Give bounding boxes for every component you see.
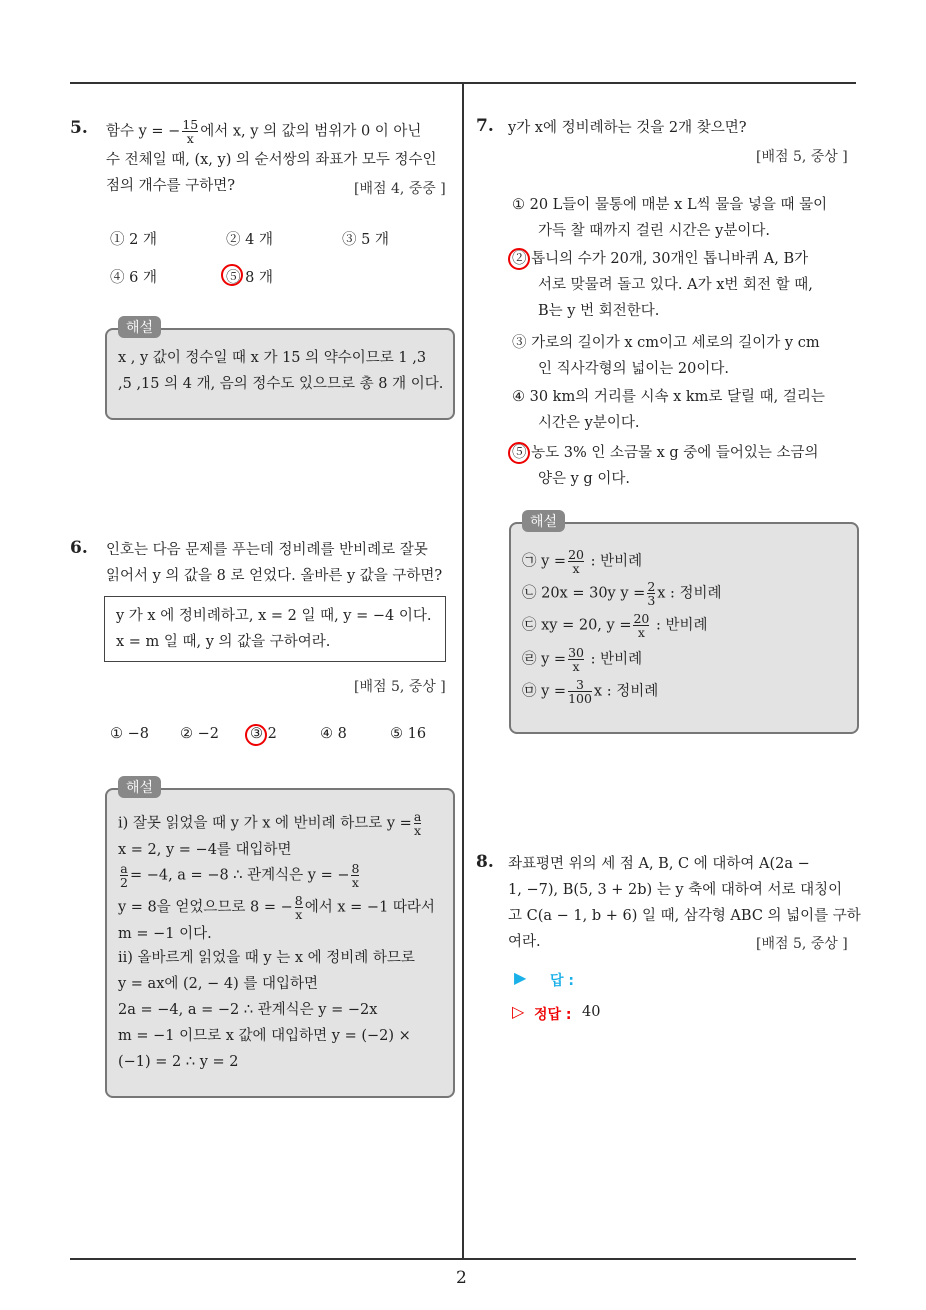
- q6-sol-line7: y = ax에 (2, − 4) 를 대입하면: [118, 976, 318, 992]
- q6-number: 6.: [70, 538, 88, 558]
- q6-sol-line4: y = 8을 얻었으므로 8 = − $\frac{8}{x}$ 에서 x = −1 따라서: [118, 893, 435, 922]
- q7-answer-mark-5: [508, 442, 530, 464]
- q5-line3: 점의 개수를 구하면?: [106, 178, 236, 194]
- q8-line1: 좌표평면 위의 세 점 A, B, C 에 대하여 A(2a −: [508, 856, 810, 872]
- q5-solution-line2: ,5 ,15 의 4 개, 음의 정수도 있으므로 총 8 개 이다.: [118, 376, 444, 392]
- q6-sol-line8: 2a = −4, a = −2 ∴ 관계식은 y = −2x: [118, 1002, 378, 1018]
- q6-line1: 인호는 다음 문제를 푸는데 정비례를 반비례로 잘못: [106, 542, 428, 558]
- answer-arrow-icon: ▶: [514, 968, 527, 987]
- q6-option-4[interactable]: ④ 8: [320, 726, 347, 742]
- q7-option-4[interactable]: ④ 30 km의 거리를 시속 x km로 달릴 때, 걸리는 시간은 y분이다.: [512, 389, 825, 431]
- q6-sol-line9: m = −1 이므로 x 값에 대입하면 y = (−2) ×: [118, 1028, 411, 1044]
- q5-solution-tag: 해설: [118, 316, 161, 338]
- q8-score: [배점 5, 중상 ]: [756, 936, 848, 952]
- q8-number: 8.: [476, 852, 494, 872]
- q6-solution-tag: 해설: [118, 776, 161, 798]
- q5-option-2[interactable]: ② 4 개: [226, 232, 273, 248]
- answer-label: 답 :: [550, 973, 574, 989]
- q5-fraction: $\frac{15}{x}$: [182, 117, 199, 146]
- q7-line1: y가 x에 정비례하는 것을 2개 찾으면?: [508, 120, 747, 136]
- q7-sol-line3: ㉢ xy = 20, y = $\frac{20}{x}$ : 반비례: [522, 611, 708, 640]
- q8-line3: 고 C(a − 1, b + 6) 일 때, 삼각형 ABC 의 넓이를 구하: [508, 908, 861, 924]
- q6-sol-line3: $\frac{a}{2}$ = −4, a = −8 ∴ 관계식은 y = − $\frac{8}{x}$: [120, 861, 360, 890]
- q5-score: [배점 4, 중중 ]: [354, 181, 446, 197]
- correct-value: 40: [582, 1004, 601, 1020]
- bottom-rule: [70, 1258, 856, 1260]
- q6-answer-mark: [245, 724, 267, 746]
- q7-score: [배점 5, 중상 ]: [756, 149, 848, 165]
- q6-option-2[interactable]: ② −2: [180, 726, 219, 742]
- q7-sol-line4: ㉣ y = $\frac{30}{x}$ : 반비례: [522, 645, 643, 674]
- q5-answer-mark: [221, 264, 243, 286]
- q7-sol-line2: ㉡ 20x = 30y y = $\frac{2}{3}$ x : 정비례: [522, 579, 722, 608]
- q6-sol-line6: ⅱ) 올바르게 읽었을 때 y 는 x 에 정비례 하므로: [118, 950, 415, 966]
- q5-option-1[interactable]: ① 2 개: [110, 232, 157, 248]
- q6-option-5[interactable]: ⑤ 16: [390, 726, 427, 742]
- q5-solution-line1: x , y 값이 정수일 때 x 가 15 의 약수이므로 1 ,3: [118, 350, 427, 366]
- column-divider: [462, 84, 464, 1258]
- q8-line4: 여라.: [508, 934, 541, 950]
- q6-sol-line1: ⅰ) 잘못 읽었을 때 y 가 x 에 반비례 하므로 y = $\frac{a}{x}$: [118, 809, 422, 838]
- q5-option-4[interactable]: ④ 6 개: [110, 270, 157, 286]
- q6-box-line1: y 가 x 에 정비례하고, x = 2 일 때, y = −4 이다.: [116, 608, 432, 624]
- q6-option-1[interactable]: ① −8: [110, 726, 149, 742]
- correct-label: 정답 :: [534, 1007, 572, 1023]
- q7-answer-mark-2: [508, 248, 530, 270]
- q7-option-5[interactable]: ⑤ 농도 3% 인 소금물 x g 중에 들어있는 소금의 양은 y g 이다.: [512, 445, 819, 487]
- q7-number: 7.: [476, 116, 494, 136]
- page-number: 2: [456, 1268, 467, 1288]
- q6-sol-line5: m = −1 이다.: [118, 926, 212, 942]
- q7-option-2[interactable]: ② 톱니의 수가 20개, 30개인 톱니바퀴 A, B가 서로 맞물려 돌고 있다. A가 x번 회전 할 때, B는 y 번 회전한다.: [512, 251, 813, 319]
- q7-sol-line1: ㉠ y = $\frac{20}{x}$ : 반비례: [522, 547, 643, 576]
- q5-line1: 함수 y = − $\frac{15}{x}$ 에서 x, y 의 값의 범위가 0 이 아닌: [106, 117, 422, 146]
- q6-line2: 읽어서 y 의 값을 8 로 얻었다. 올바른 y 값을 구하면?: [106, 568, 443, 584]
- q6-box-line2: x = m 일 때, y 의 값을 구하여라.: [116, 634, 331, 650]
- q7-solution-tag: 해설: [522, 510, 565, 532]
- q7-sol-line5: ㉤ y = $\frac{3}{100}$ x : 정비례: [522, 677, 659, 706]
- q7-option-1[interactable]: ① 20 L들이 물통에 매분 x L씩 물을 넣을 때 물이 가득 찰 때까지 걸린 시간은 y분이다.: [512, 197, 828, 239]
- q5-option-5[interactable]: ⑤ 8 개: [226, 270, 273, 286]
- correct-arrow-icon: ▷: [512, 1002, 525, 1021]
- q5-line2: 수 전체일 때, (x, y) 의 순서쌍의 좌표가 모두 정수인: [106, 152, 437, 168]
- q6-option-3[interactable]: ③ 2: [250, 726, 277, 742]
- q6-sol-line2: x = 2, y = −4를 대입하면: [118, 842, 292, 858]
- q5-number: 5.: [70, 118, 88, 138]
- q5-option-3[interactable]: ③ 5 개: [342, 232, 389, 248]
- q6-sol-line10: (−1) = 2 ∴ y = 2: [118, 1054, 239, 1070]
- q6-score: [배점 5, 중상 ]: [354, 679, 446, 695]
- q7-option-3[interactable]: ③ 가로의 길이가 x cm이고 세로의 길이가 y cm 인 직사각형의 넓이는 20이다.: [512, 335, 820, 377]
- q8-line2: 1, −7), B(5, 3 + 2b) 는 y 축에 대하여 서로 대칭이: [508, 882, 843, 898]
